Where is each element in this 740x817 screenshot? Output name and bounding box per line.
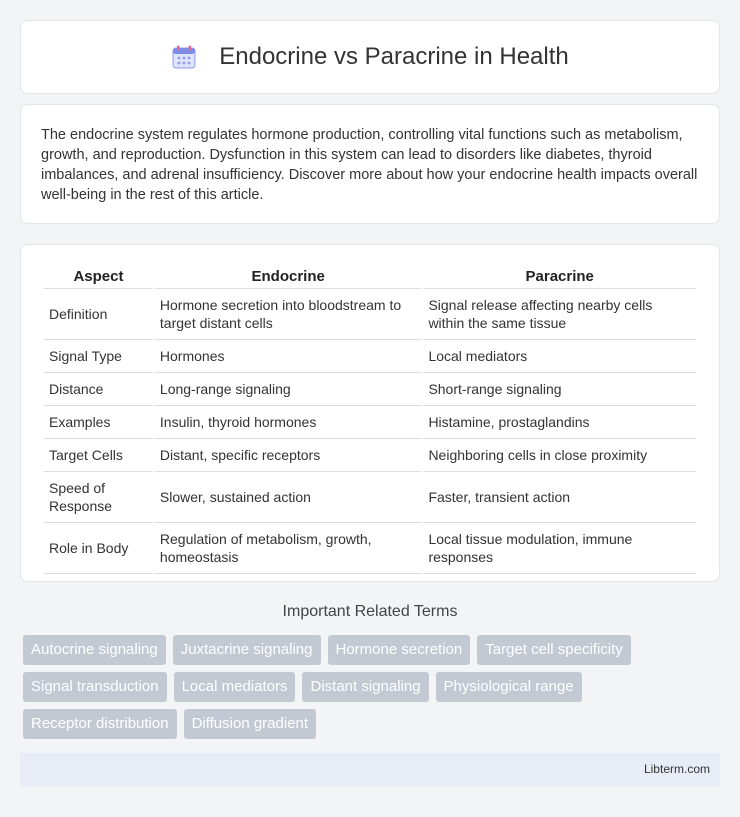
row-paracrine: Neighboring cells in close proximity: [423, 439, 696, 472]
row-paracrine: Local tissue modulation, immune responses: [423, 523, 696, 574]
related-term-tag[interactable]: Signal transduction: [23, 672, 167, 702]
intro-card: [20, 104, 720, 224]
table-row: [44, 439, 696, 472]
row-endocrine: Regulation of metabolism, growth, homeostasis: [155, 523, 422, 574]
row-aspect: Target Cells: [44, 439, 153, 472]
table-row: [44, 523, 696, 574]
related-term-tag[interactable]: Juxtacrine signaling: [173, 635, 321, 665]
table-row: [44, 406, 696, 439]
table-row: [44, 289, 696, 340]
row-endocrine: Hormones: [155, 340, 422, 373]
related-term-tag[interactable]: Physiological range: [436, 672, 582, 702]
comparison-table: [42, 267, 698, 574]
row-paracrine: Faster, transient action: [423, 472, 696, 523]
footer-site-link[interactable]: Libterm.com: [643, 762, 710, 776]
intro-text: The endocrine system regulates hormone production, controlling vital functions such as metabolism, growth, and reproduction. Dysfunction in this system can lead to disorders like diabetes, thyroid imbalances, and adrenal insufficiency. Discover more about how your endocrine health impacts overall well-being in the rest of this article.: [41, 127, 698, 203]
row-endocrine: Long-range signaling: [155, 373, 422, 406]
row-aspect: Examples: [44, 406, 153, 439]
related-terms-list: [23, 635, 723, 746]
related-term-tag[interactable]: Receptor distribution: [23, 709, 177, 739]
row-aspect: Speed of Response: [44, 472, 153, 523]
calendar-icon: [171, 44, 197, 70]
footer: [20, 753, 720, 786]
comparison-table-card: [20, 244, 720, 582]
page-title: Endocrine vs Paracrine in Health: [219, 43, 569, 70]
tag-row: [23, 709, 723, 739]
table-row: [44, 472, 696, 523]
header-aspect: Aspect: [44, 267, 153, 289]
row-paracrine: Local mediators: [423, 340, 696, 373]
related-term-tag[interactable]: Autocrine signaling: [23, 635, 166, 665]
row-aspect: Definition: [44, 289, 153, 340]
title-card: [20, 20, 720, 94]
related-term-tag[interactable]: Target cell specificity: [477, 635, 631, 665]
table-row: [44, 373, 696, 406]
row-endocrine: Insulin, thyroid hormones: [155, 406, 422, 439]
related-term-tag[interactable]: Diffusion gradient: [184, 709, 316, 739]
row-paracrine: Signal release affecting nearby cells within the same tissue: [423, 289, 696, 340]
related-term-tag[interactable]: Distant signaling: [302, 672, 428, 702]
row-paracrine: Histamine, prostaglandins: [423, 406, 696, 439]
row-aspect: Role in Body: [44, 523, 153, 574]
header-paracrine: Paracrine: [423, 267, 696, 289]
related-term-tag[interactable]: Local mediators: [174, 672, 296, 702]
row-aspect: Signal Type: [44, 340, 153, 373]
related-terms-title: Important Related Terms: [282, 603, 458, 620]
tag-row: [23, 672, 723, 702]
row-endocrine: Hormone secretion into bloodstream to target distant cells: [155, 289, 422, 340]
table-row: [44, 340, 696, 373]
row-endocrine: Distant, specific receptors: [155, 439, 422, 472]
row-endocrine: Slower, sustained action: [155, 472, 422, 523]
table-header-row: [44, 267, 696, 289]
related-term-tag[interactable]: Hormone secretion: [328, 635, 471, 665]
header-endocrine: Endocrine: [155, 267, 422, 289]
tag-row: [23, 635, 723, 665]
row-paracrine: Short-range signaling: [423, 373, 696, 406]
row-aspect: Distance: [44, 373, 153, 406]
